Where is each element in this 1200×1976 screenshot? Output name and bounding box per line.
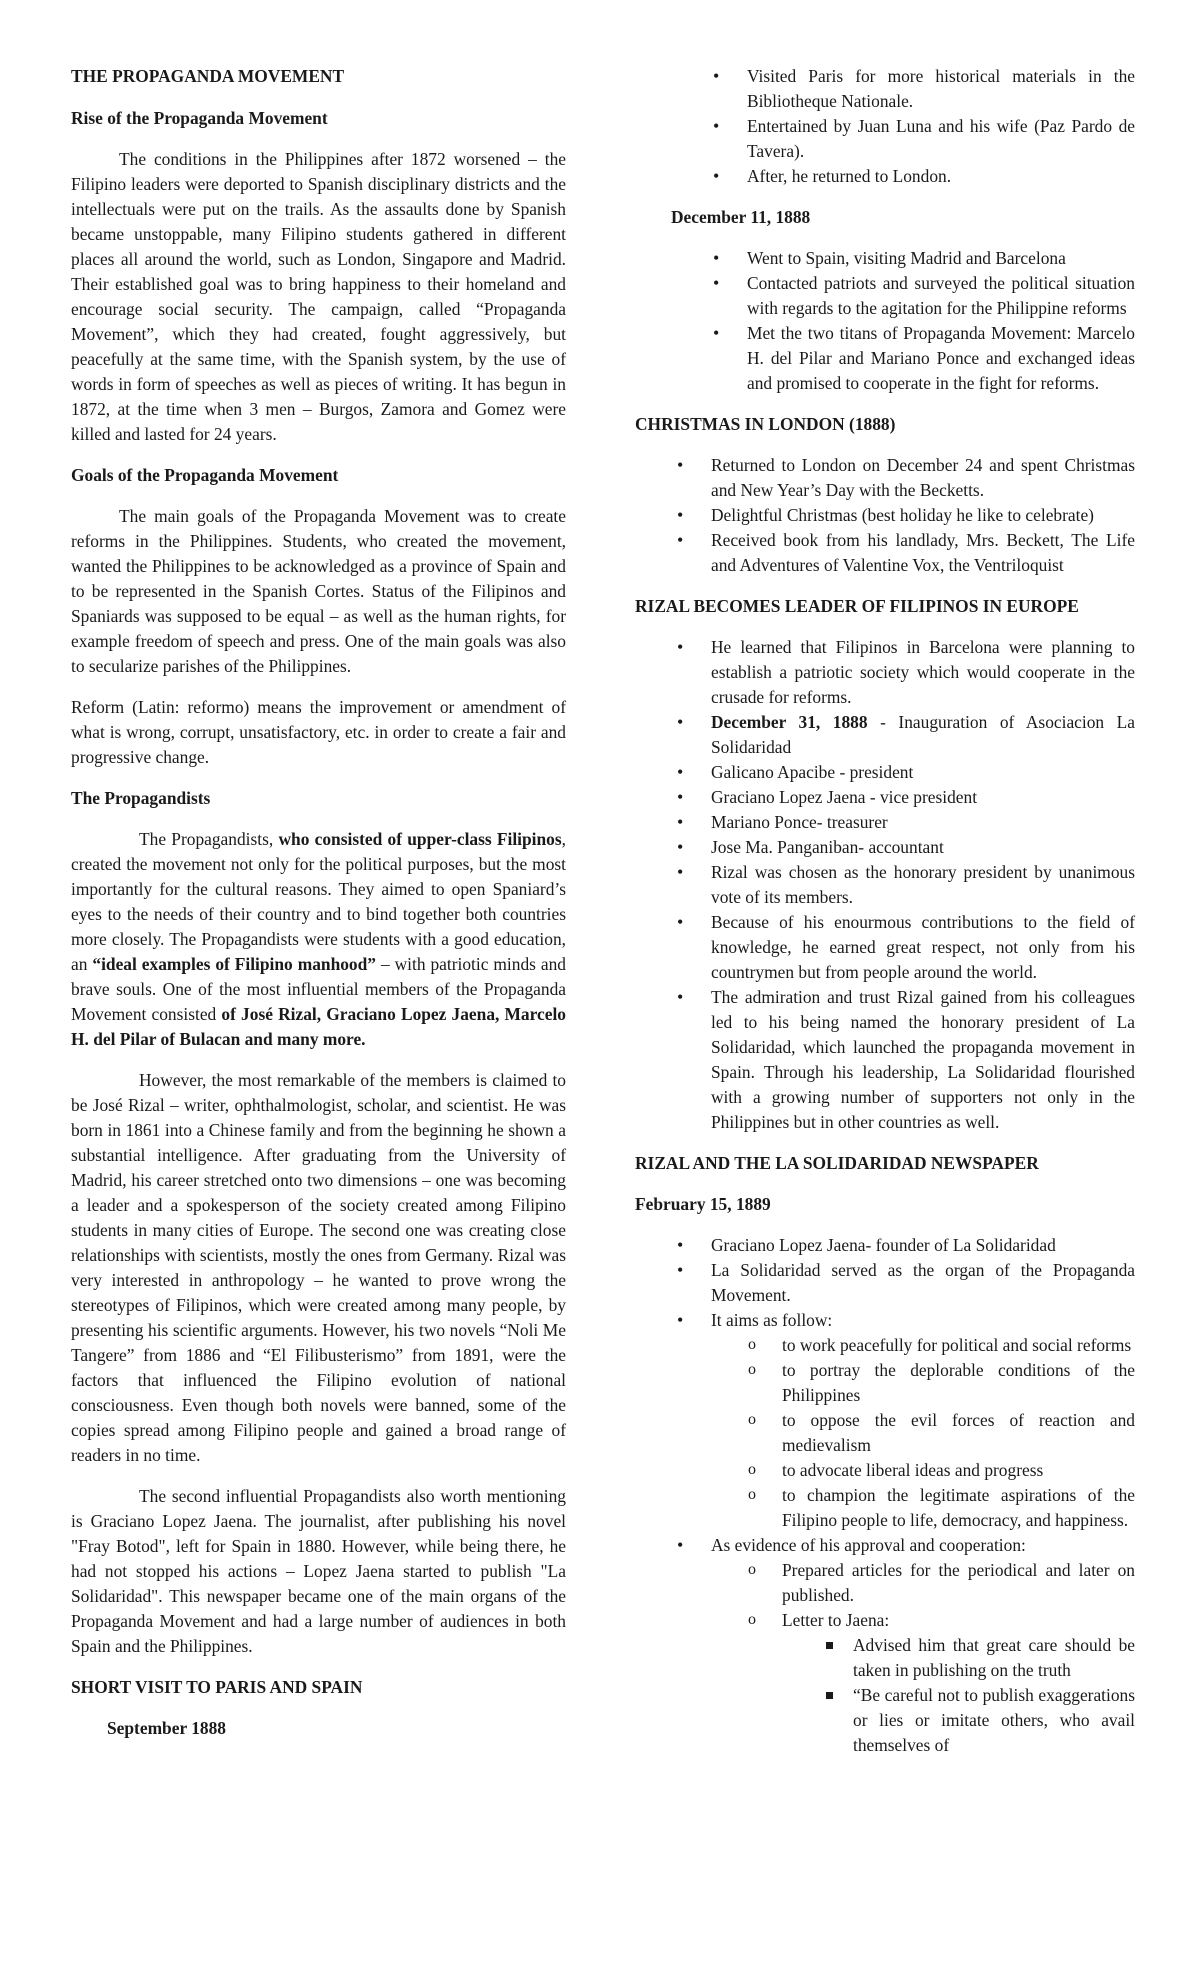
list-item: • It aims as follow: o to work peacefully for political and social reforms o to portray the deplorable conditions of the Philippines o to oppose the evil forces of reaction and medievalism o to advocate liberal ideas and progress o to champion the legitimate aspirations of the Filipino people to life, democracy, and happiness. bbox=[711, 1308, 1135, 1533]
list-item: • Received book from his landlady, Mrs. Beckett, The Life and Adventures of Valentine Vox, the Ventriloquist bbox=[711, 528, 1135, 578]
list-item: • Graciano Lopez Jaena - vice president bbox=[711, 785, 1135, 810]
reform-definition: Reform (Latin: reformo) means the improvement or amendment of what is wrong, corrupt, unsatisfactory, etc. in order to create a fair and progressive change. bbox=[71, 697, 566, 767]
propagandists-paragraph: The Propagandists, who consisted of upper-class Filipinos, created the movement not only for the political purposes, but the most importantly for the cultural reasons. They aimed to open Spaniard’s eyes to the needs of their country and to bind together both countries more closely. The Propagandists were students with a good education, an “ideal examples of Filipino manhood” – with patriotic minds and brave souls. One of the most influential members of the Propaganda Movement consisted of José Rizal, Graciano Lopez Jaena, Marcelo H. del Pilar of Bulacan and many more. bbox=[71, 829, 567, 1049]
list-item: • The admiration and trust Rizal gained from his colleagues led to his being named the honorary president of La Solidaridad, which launched the propaganda movement in Spain. Through his leadership, La Solidaridad flourished with a growing number of supporters not only in the Philippines but in other countries as well. bbox=[711, 985, 1135, 1135]
list-item: • La Solidaridad served as the organ of the Propaganda Movement. bbox=[711, 1258, 1135, 1308]
list-item: o to oppose the evil forces of reaction and medievalism bbox=[782, 1408, 1135, 1458]
visit-heading: SHORT VISIT TO PARIS AND SPAIN bbox=[71, 1677, 363, 1697]
list-item: • Contacted patriots and surveyed the political situation with regards to the agitation for the Philippine reforms bbox=[747, 271, 1135, 321]
visit-date: September 1888 bbox=[107, 1718, 226, 1738]
list-item: • Entertained by Juan Luna and his wife (Paz Pardo de Tavera). bbox=[747, 114, 1135, 164]
rise-paragraph: The conditions in the Philippines after 1872 worsened – the Filipino leaders were deported to Spanish disciplinary districts and the intellectuals were put on the trails. As the assaults done by Spanish became unstoppable, many Filipino students gathered in different places all around the world, such as London, Singapore and Madrid. Their established goal was to bring happiness to their homeland and encourage social security. The campaign, called “Propaganda Movement”, which they had created, fought aggressively, but peacefully at the same time, with the Spanish system, by the use of words in form of speeches as well as pieces of writing. It has begun in 1872, at the time when 3 men – Burgos, Zamora and Gomez were killed and lasted for 24 years. bbox=[71, 149, 566, 444]
list-item: • He learned that Filipinos in Barcelona were planning to establish a patriotic society which would cooperate in the crusade for reforms. bbox=[711, 635, 1135, 710]
jaena-paragraph: The second influential Propagandists also worth mentioning is Graciano Lopez Jaena. The journalist, after publishing his novel "Fray Botod", left for Spain in 1880. However, while being there, he had not stopped his actions – Lopez Jaena started to publish "La Solidaridad". This newspaper became one of the main organs of the Propaganda Movement and had a large number of audiences in both Spain and the Philippines. bbox=[71, 1486, 566, 1656]
propagandists-heading: The Propagandists bbox=[71, 788, 211, 808]
list-item: o to portray the deplorable conditions of the Philippines bbox=[782, 1358, 1135, 1408]
list-item: o Prepared articles for the periodical and later on published. bbox=[782, 1558, 1135, 1608]
christmas-list bbox=[635, 453, 1135, 578]
list-item: • Mariano Ponce- treasurer bbox=[711, 810, 1135, 835]
evidence-list bbox=[711, 1558, 1135, 1758]
rizal-paragraph: However, the most remarkable of the members is claimed to be José Rizal – writer, ophthalmologist, scholar, and scientist. He was born in 1861 into a Chinese family and from the beginning he shown a substantial intelligence. After graduating from the University of Madrid, his career stretched onto two dimensions – one was becoming a leader and a spokesperson of the society created among Filipino students in many cities of Europe. The second one was creating close relationships with scientists, mostly the ones from Germany. Rizal was very interested in anthropology – he wanted to prove wrong the stereotypes of Filipinos, which were created among many people, by presenting his scientific arguments. However, his two novels “Noli Me Tangere” from 1886 and “El Filibusterismo” from 1891, were the factors that influenced the Filipino evolution of national consciousness. Even though both novels were banned, some of the copies spread among Filipino people and gained a broad range of readers in no time. bbox=[71, 1070, 566, 1465]
newspaper-list bbox=[635, 1233, 1135, 1758]
spain-list bbox=[635, 246, 1135, 396]
visit-date-2: December 11, 1888 bbox=[671, 207, 811, 227]
list-item: • Graciano Lopez Jaena- founder of La Solidaridad bbox=[711, 1233, 1135, 1258]
left-column bbox=[71, 64, 566, 1741]
list-item: • Met the two titans of Propaganda Movement: Marcelo H. del Pilar and Mariano Ponce and exchanged ideas and promised to cooperate in the fight for reforms. bbox=[747, 321, 1135, 396]
list-item: • Went to Spain, visiting Madrid and Barcelona bbox=[747, 246, 1135, 271]
list-item: • Returned to London on December 24 and spent Christmas and New Year’s Day with the Becketts. bbox=[711, 453, 1135, 503]
christmas-heading: CHRISTMAS IN LONDON (1888) bbox=[635, 414, 896, 434]
list-item: • After, he returned to London. bbox=[747, 164, 1135, 189]
rise-heading: Rise of the Propaganda Movement bbox=[71, 108, 328, 128]
list-item: • Rizal was chosen as the honorary president by unanimous vote of its members. bbox=[711, 860, 1135, 910]
newspaper-heading: RIZAL AND THE LA SOLIDARIDAD NEWSPAPER bbox=[635, 1153, 1039, 1173]
list-item: • Visited Paris for more historical materials in the Bibliotheque Nationale. bbox=[747, 64, 1135, 114]
list-item: • Because of his enourmous contributions to the field of knowledge, he earned great respect, not only from his countrymen but from people around the world. bbox=[711, 910, 1135, 985]
goals-heading: Goals of the Propaganda Movement bbox=[71, 465, 339, 485]
leader-list bbox=[635, 635, 1135, 1135]
list-item: o to work peacefully for political and social reforms bbox=[782, 1333, 1135, 1358]
leader-heading: RIZAL BECOMES LEADER OF FILIPINOS IN EUROPE bbox=[635, 596, 1079, 616]
list-item: “Be careful not to publish exaggerations or lies or imitate others, who avail themselves of bbox=[853, 1683, 1135, 1758]
letter-list bbox=[782, 1633, 1135, 1758]
list-item: • As evidence of his approval and cooperation: o Prepared articles for the periodical and later on published. o Letter to Jaena: Advised him that great care should be taken in publishing on the truth “Be careful not to publish exaggerations or lies or imitate others, who avail themselves of bbox=[711, 1533, 1135, 1758]
visit-list bbox=[635, 64, 1135, 189]
page-title: THE PROPAGANDA MOVEMENT bbox=[71, 66, 345, 86]
newspaper-date: February 15, 1889 bbox=[635, 1194, 771, 1214]
aims-list bbox=[711, 1333, 1135, 1533]
right-column bbox=[635, 64, 1135, 1758]
list-item: • December 31, 1888 - Inauguration of Asociacion La Solidaridad bbox=[711, 710, 1135, 760]
list-item: o to champion the legitimate aspirations of the Filipino people to life, democracy, and happiness. bbox=[782, 1483, 1135, 1533]
list-item: • Galicano Apacibe - president bbox=[711, 760, 1135, 785]
list-item: o to advocate liberal ideas and progress bbox=[782, 1458, 1135, 1483]
list-item: • Delightful Christmas (best holiday he like to celebrate) bbox=[711, 503, 1135, 528]
goals-paragraph: The main goals of the Propaganda Movement was to create reforms in the Philippines. Students, who created the movement, wanted the Philippines to be acknowledged as a province of Spain and to be represented in the Spanish Cortes. Status of the Filipinos and Spaniards was supposed to be equal – as well as the human rights, for example freedom of speech and press. One of the main goals was also to secularize parishes of the Philippines. bbox=[71, 506, 566, 676]
list-item: o Letter to Jaena: Advised him that great care should be taken in publishing on the truth “Be careful not to publish exaggerations or lies or imitate others, who avail themselves of bbox=[782, 1608, 1135, 1758]
list-item: • Jose Ma. Panganiban- accountant bbox=[711, 835, 1135, 860]
list-item: Advised him that great care should be taken in publishing on the truth bbox=[853, 1633, 1135, 1683]
